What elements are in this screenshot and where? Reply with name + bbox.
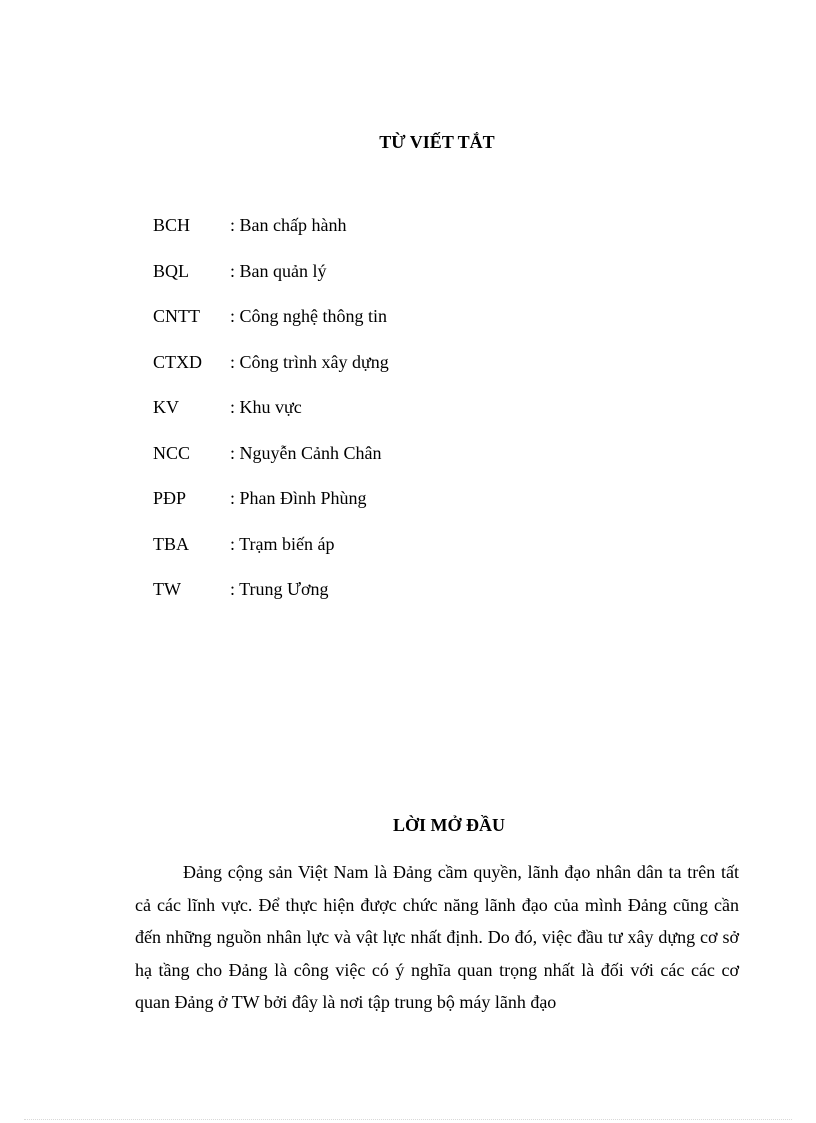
abbreviation-code: KV	[153, 397, 179, 417]
intro-title: LỜI MỞ ĐẦU	[393, 815, 505, 835]
page-bottom-divider	[24, 1119, 792, 1120]
abbreviation-code: BQL	[153, 260, 189, 281]
abbreviation-row	[153, 488, 389, 534]
abbreviation-meaning: : Ban quản lý	[230, 260, 327, 281]
abbreviation-meaning: : Công nghệ thông tin	[230, 306, 387, 326]
abbreviation-meaning: : Nguyễn Cảnh Chân	[230, 442, 382, 463]
abbreviation-meaning: : Công trình xây dựng	[230, 351, 389, 372]
abbreviation-row	[153, 534, 389, 580]
abbreviation-meaning: : Ban chấp hành	[230, 215, 347, 235]
abbreviation-code: TBA	[153, 533, 189, 554]
abbreviation-code: CTXD	[153, 351, 202, 372]
abbreviation-row	[153, 261, 389, 307]
abbreviation-code: CNTT	[153, 306, 200, 326]
abbreviations-list	[153, 215, 389, 625]
abbreviation-code: NCC	[153, 442, 191, 463]
abbreviation-meaning: : Trạm biến áp	[230, 533, 335, 554]
abbreviation-row	[153, 215, 389, 261]
abbreviation-row	[153, 306, 389, 352]
abbreviations-title: TỪ VIẾT TẮT	[379, 132, 495, 152]
abbreviation-code: BCH	[153, 215, 191, 235]
abbreviation-row	[153, 397, 389, 443]
abbreviation-row	[153, 443, 389, 489]
abbreviation-row	[153, 352, 389, 398]
abbreviation-meaning: : Phan Đình Phùng	[230, 488, 367, 508]
abbreviation-meaning: : Trung Ương	[230, 579, 329, 599]
abbreviation-row	[153, 579, 389, 625]
abbreviation-code: TW	[153, 579, 181, 599]
intro-paragraph: Đảng cộng sản Việt Nam là Đảng cầm quyền, lãnh đạo nhân dân ta trên tất cả các lĩnh vực. Để thực hiện được chức năng lãnh đạo của mình Đảng cũng cần đến những nguồn nhân lực và vật lực nhất định. Do đó, việc đầu tư xây dựng cơ sở hạ tầng cho Đảng là công việc có ý nghĩa quan trọng nhất là đối với các các cơ quan Đảng ở TW bởi đây là nơi tập trung bộ máy lãnh đạo	[135, 862, 739, 1013]
abbreviation-meaning: : Khu vực	[230, 397, 302, 417]
abbreviation-code: PĐP	[153, 488, 187, 508]
